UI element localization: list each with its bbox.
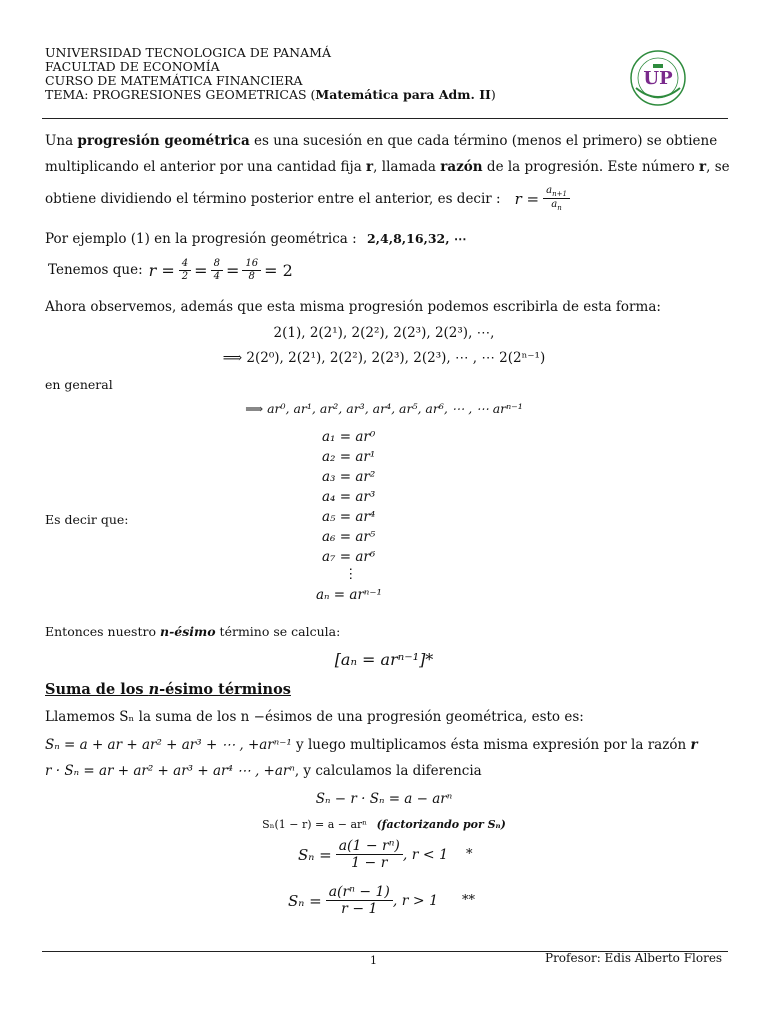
intro-line-1 bbox=[45, 133, 717, 149]
equation-general-terms: ⟹ ar⁰, ar¹, ar², ar³, ar⁴, ar⁵, ar⁶, ⋯ , ⋯ arⁿ⁻¹ bbox=[245, 401, 523, 416]
ratio-formula-lhs: r = bbox=[514, 189, 540, 208]
ratio-formula-fraction bbox=[543, 185, 570, 212]
sum-fraction-2: $\frac{\text{a(rⁿ − 1)}}{r - 1}$ bbox=[326, 884, 393, 917]
nth-text: término se calcula: bbox=[215, 624, 341, 639]
sum-lhs: Sₙ = bbox=[298, 845, 332, 864]
terms-list bbox=[316, 427, 442, 605]
fraction-8-4: $\frac{8}{4}$ bbox=[211, 258, 223, 282]
term-a4: a₄ = ar³ bbox=[322, 489, 376, 505]
sum-formula-r-less-1 bbox=[298, 838, 473, 871]
sum-fraction-1: $\frac{\text{a(1 − rⁿ)}}{1 - r}$ bbox=[336, 838, 403, 871]
nth-term-label: n-ésimo bbox=[159, 624, 216, 639]
sum-text: y luego multiplicamos ésta misma expresión por la razón bbox=[291, 737, 691, 753]
sum-text: , y calculamos la diferencia bbox=[294, 763, 482, 779]
ratio-num: a bbox=[546, 185, 553, 196]
header-course: CURSO DE MATEMÁTICA FINANCIERA bbox=[45, 73, 303, 88]
university-logo bbox=[628, 48, 688, 108]
sum-condition: , r > 1 bbox=[392, 892, 439, 909]
term-a3: a₃ = ar² bbox=[322, 469, 376, 485]
ratio-r: r = bbox=[148, 260, 175, 280]
sum-series-formula: Sₙ = a + ar + ar² + ar³ + ⋯ , +arⁿ⁻¹ bbox=[45, 737, 292, 753]
intro-text: , se bbox=[706, 159, 730, 175]
factor-note: (factorizando por Sₙ) bbox=[376, 818, 506, 831]
term-vertical-ellipsis: ⋮ bbox=[344, 566, 358, 582]
nth-term-formula: [aₙ = arⁿ⁻¹]* bbox=[334, 650, 434, 669]
intro-text: es una sucesión en que cada término (menos el primero) se obtiene bbox=[249, 133, 718, 149]
equation-powers-2: ⟹ 2(2⁰), 2(2¹), 2(2²), 2(2³), 2(2³), ⋯ , ⋯ 2(2ⁿ⁻¹) bbox=[222, 350, 546, 366]
sum-section-title bbox=[45, 681, 291, 698]
term-geometric-progression: progresión geométrica bbox=[77, 133, 250, 149]
sum-formula-r-greater-1 bbox=[288, 884, 475, 917]
factor-formula: Sₙ(1 − r) = a − arⁿ bbox=[262, 818, 368, 831]
header-divider bbox=[42, 118, 728, 119]
term-a7: a₇ = ar⁶ bbox=[322, 549, 376, 565]
observe-line: Ahora observemos, además que esta misma progresión podemos escribirla de esta forma: bbox=[45, 299, 661, 315]
intro-text: multiplicando el anterior por una cantidad fija bbox=[45, 159, 367, 175]
es-decir-label: Es decir que: bbox=[45, 512, 129, 527]
term-ratio: razón bbox=[440, 159, 483, 175]
fraction-4-2: $\frac{4}{2}$ bbox=[179, 258, 191, 282]
footer-author: Profesor: Edis Alberto Flores bbox=[545, 951, 723, 965]
equation-powers-1: 2(1), 2(2¹), 2(2²), 2(2³), 2(2³), ⋯, bbox=[273, 325, 495, 341]
sum-condition: , r < 1 bbox=[402, 846, 449, 863]
page-number: 1 bbox=[370, 954, 377, 967]
sum-lhs: Sₙ = bbox=[288, 891, 322, 910]
logo-emblem-icon bbox=[628, 48, 688, 108]
intro-text: , llamada bbox=[373, 159, 441, 175]
ratio-den-sub: n bbox=[557, 204, 562, 213]
term-a1: a₁ = ar⁰ bbox=[322, 429, 376, 445]
ratio-num-sub: n+1 bbox=[552, 190, 567, 198]
header-topic-suffix: ) bbox=[490, 87, 496, 102]
term-a5: a₅ = ar⁴ bbox=[322, 509, 376, 525]
sum-title-text: -ésimo términos bbox=[159, 681, 291, 698]
ratio-den: a bbox=[551, 199, 558, 211]
header-university: UNIVERSIDAD TECNOLOGICA DE PANAMÁ bbox=[45, 45, 331, 60]
nth-text: Entonces nuestro bbox=[45, 624, 160, 639]
intro-text: obtiene dividiendo el término posterior entre el anterior, es decir : bbox=[45, 190, 501, 207]
term-a2: a₂ = ar¹ bbox=[322, 449, 376, 465]
sum-title-text: Suma de los bbox=[45, 681, 149, 698]
example-ratio: Tenemos que: r = $\frac{4}{2}$ = $\frac{8}{4}$ = $\frac{16}{8}$ = 2 bbox=[48, 258, 293, 282]
svg-text:UP: UP bbox=[643, 68, 673, 89]
term-r: r bbox=[366, 159, 374, 175]
header-topic-bold: Matemática para Adm. II bbox=[315, 87, 491, 102]
header-topic bbox=[45, 88, 496, 101]
intro-line-2 bbox=[45, 159, 730, 175]
sum-mark: * bbox=[466, 847, 473, 863]
term-r: r bbox=[699, 159, 707, 175]
sum-line-3 bbox=[45, 763, 482, 779]
sum-line-1: Llamemos Sₙ la suma de los n −ésimos de una progresión geométrica, esto es: bbox=[45, 709, 584, 725]
example-sequence: 2,4,8,16,32, ⋯ bbox=[366, 231, 467, 246]
term-an: aₙ = arⁿ⁻¹ bbox=[316, 587, 382, 603]
header-faculty: FACULTAD DE ECONOMÍA bbox=[45, 59, 220, 74]
fraction-16-8: $\frac{16}{8}$ bbox=[242, 258, 261, 282]
en-general-label: en general bbox=[45, 377, 113, 392]
intro-line-3 bbox=[45, 185, 570, 212]
factor-line bbox=[0, 818, 768, 831]
example-text: Por ejemplo (1) en la progresión geométrica : bbox=[45, 231, 357, 247]
header-topic-prefix: TEMA: PROGRESIONES GEOMETRICAS ( bbox=[45, 87, 316, 102]
sum-line-2 bbox=[45, 737, 698, 753]
term-a6: a₆ = ar⁵ bbox=[322, 529, 376, 545]
nth-term-line bbox=[45, 624, 340, 639]
intro-text: Una bbox=[45, 133, 78, 149]
sum-r-series-formula: r · Sₙ = ar + ar² + ar³ + ar⁴ ⋯ , +arⁿ bbox=[45, 763, 295, 779]
difference-formula: Sₙ − r · Sₙ = a − arⁿ bbox=[315, 791, 453, 807]
example-line bbox=[45, 231, 466, 247]
sum-mark: ** bbox=[462, 893, 476, 909]
term-r: r bbox=[690, 737, 698, 753]
intro-text: de la progresión. Este número bbox=[482, 159, 700, 175]
ratio-result: = 2 bbox=[264, 260, 293, 280]
tenemos-label: Tenemos que: bbox=[48, 262, 143, 278]
sum-title-n: n bbox=[148, 681, 160, 698]
